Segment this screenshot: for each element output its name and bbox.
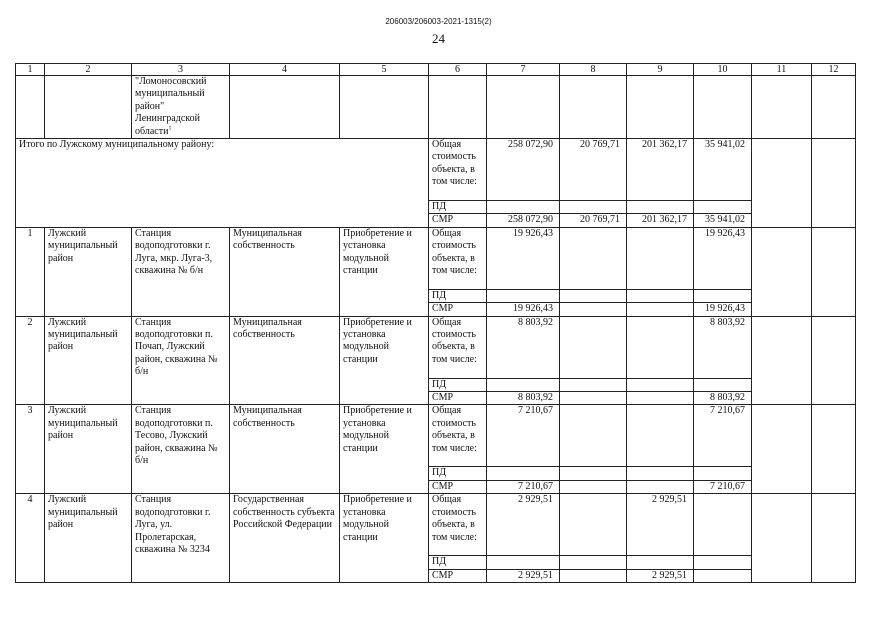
value-col8 xyxy=(560,303,627,316)
column-header-row xyxy=(16,64,856,76)
empty-cell xyxy=(812,316,856,405)
column-header: 9 xyxy=(627,64,694,76)
value-col8 xyxy=(560,378,627,391)
cost-type-cell: СМР xyxy=(429,392,487,405)
value-col10: 19 926,43 xyxy=(694,227,752,289)
cost-type-cell: ПД xyxy=(429,378,487,391)
value-col7 xyxy=(487,378,560,391)
value-col9 xyxy=(627,316,694,378)
item-number: 2 xyxy=(16,316,45,405)
value-col10: 35 941,02 xyxy=(694,139,752,201)
value-col8 xyxy=(560,405,627,467)
value-col8 xyxy=(560,569,627,582)
item-work: Приобретение и установка модульной станции xyxy=(340,405,429,494)
value-col8 xyxy=(560,494,627,556)
empty-cell xyxy=(812,405,856,494)
value-col10: 7 210,67 xyxy=(694,480,752,493)
item-number: 4 xyxy=(16,494,45,583)
cost-type-cell: Общая стоимость объекта, в том числе: xyxy=(429,227,487,289)
item-district: Лужский муниципальный район xyxy=(45,227,132,316)
column-header: 7 xyxy=(487,64,560,76)
value-col8 xyxy=(560,227,627,289)
item-ownership: Муниципальная собственность xyxy=(230,316,340,405)
cost-type-cell: ПД xyxy=(429,556,487,569)
carry-over-row xyxy=(16,76,856,139)
item-ownership: Муниципальная собственность xyxy=(230,227,340,316)
column-header: 11 xyxy=(752,64,812,76)
value-col8 xyxy=(560,480,627,493)
value-col7: 258 072,90 xyxy=(487,139,560,201)
value-col8 xyxy=(560,392,627,405)
item-ownership: Муниципальная собственность xyxy=(230,405,340,494)
subtotal-total-row xyxy=(16,139,856,201)
item-total-row xyxy=(16,405,856,467)
item-number: 1 xyxy=(16,227,45,316)
value-col10 xyxy=(694,467,752,480)
cost-type-cell: Общая стоимость объекта, в том числе: xyxy=(429,139,487,201)
value-col10 xyxy=(694,378,752,391)
value-col8 xyxy=(560,467,627,480)
value-col8: 20 769,71 xyxy=(560,139,627,201)
value-col9: 201 362,17 xyxy=(627,139,694,201)
empty-cell xyxy=(45,76,132,139)
item-number: 3 xyxy=(16,405,45,494)
funding-table xyxy=(15,63,856,583)
value-col8 xyxy=(560,289,627,302)
value-col7: 258 072,90 xyxy=(487,214,560,227)
value-col7 xyxy=(487,201,560,214)
empty-cell xyxy=(752,76,812,139)
value-col10 xyxy=(694,569,752,582)
value-col10: 8 803,92 xyxy=(694,392,752,405)
value-col7: 2 929,51 xyxy=(487,569,560,582)
value-col10: 19 926,43 xyxy=(694,303,752,316)
empty-cell xyxy=(812,139,856,228)
value-col7: 7 210,67 xyxy=(487,480,560,493)
column-header: 10 xyxy=(694,64,752,76)
column-header: 4 xyxy=(230,64,340,76)
value-col9 xyxy=(627,227,694,289)
value-col10 xyxy=(694,556,752,569)
subtotal-label: Итого по Лужскому муниципальному району: xyxy=(16,139,429,228)
value-col9 xyxy=(627,467,694,480)
value-col7 xyxy=(487,467,560,480)
value-col7: 19 926,43 xyxy=(487,227,560,289)
cost-type-cell: Общая стоимость объекта, в том числе: xyxy=(429,316,487,378)
item-total-row xyxy=(16,494,856,556)
value-col9 xyxy=(627,480,694,493)
page-number: 24 xyxy=(432,31,445,46)
column-header: 3 xyxy=(132,64,230,76)
empty-cell xyxy=(560,76,627,139)
empty-cell xyxy=(694,76,752,139)
value-col7: 8 803,92 xyxy=(487,392,560,405)
item-object: Станция водоподготовки п. Тесово, Лужский район, скважина № б/н xyxy=(132,405,230,494)
column-header: 12 xyxy=(812,64,856,76)
item-work: Приобретение и установка модульной станции xyxy=(340,494,429,583)
empty-cell xyxy=(812,76,856,139)
item-district: Лужский муниципальный район xyxy=(45,494,132,583)
column-header: 8 xyxy=(560,64,627,76)
empty-cell xyxy=(429,76,487,139)
value-col7: 2 929,51 xyxy=(487,494,560,556)
cost-type-cell: СМР xyxy=(429,569,487,582)
empty-cell xyxy=(752,227,812,316)
value-col9 xyxy=(627,201,694,214)
value-col10 xyxy=(694,494,752,556)
carry-over-object-cell xyxy=(132,76,230,139)
column-header: 6 xyxy=(429,64,487,76)
cost-type-cell: ПД xyxy=(429,289,487,302)
item-district: Лужский муниципальный район xyxy=(45,316,132,405)
value-col9 xyxy=(627,378,694,391)
footnote-mark: 1 xyxy=(168,125,172,132)
empty-cell xyxy=(812,494,856,583)
value-col7 xyxy=(487,556,560,569)
column-header: 5 xyxy=(340,64,429,76)
value-col10: 35 941,02 xyxy=(694,214,752,227)
item-ownership: Государственная собственность субъекта Российской Федерации xyxy=(230,494,340,583)
value-col8 xyxy=(560,316,627,378)
item-district: Лужский муниципальный район xyxy=(45,405,132,494)
value-col9 xyxy=(627,303,694,316)
value-col7: 7 210,67 xyxy=(487,405,560,467)
cost-type-cell: Общая стоимость объекта, в том числе: xyxy=(429,494,487,556)
value-col7 xyxy=(487,289,560,302)
empty-cell xyxy=(752,139,812,228)
empty-cell xyxy=(752,316,812,405)
empty-cell xyxy=(812,227,856,316)
cost-type-cell: Общая стоимость объекта, в том числе: xyxy=(429,405,487,467)
cost-type-cell: ПД xyxy=(429,467,487,480)
column-header: 1 xyxy=(16,64,45,76)
empty-cell xyxy=(230,76,340,139)
value-col7: 19 926,43 xyxy=(487,303,560,316)
document-id: 206003/206003-2021-1315(2) xyxy=(385,17,492,26)
cost-type-cell: СМР xyxy=(429,303,487,316)
cost-type-cell: СМР xyxy=(429,214,487,227)
item-object: Станция водоподготовки г. Луга, ул. Пролетарская, скважина № 3234 xyxy=(132,494,230,583)
value-col8: 20 769,71 xyxy=(560,214,627,227)
item-total-row xyxy=(16,227,856,289)
item-object: Станция водоподготовки п. Почап, Лужский район, скважина № б/н xyxy=(132,316,230,405)
value-col7: 8 803,92 xyxy=(487,316,560,378)
empty-cell xyxy=(627,76,694,139)
cost-type-cell: ПД xyxy=(429,201,487,214)
value-col9: 201 362,17 xyxy=(627,214,694,227)
value-col10: 7 210,67 xyxy=(694,405,752,467)
value-col8 xyxy=(560,556,627,569)
empty-cell xyxy=(487,76,560,139)
item-object: Станция водоподготовки г. Луга, мкр. Луга-3, скважина № б/н xyxy=(132,227,230,316)
value-col10 xyxy=(694,201,752,214)
empty-cell xyxy=(752,405,812,494)
value-col10: 8 803,92 xyxy=(694,316,752,378)
item-work: Приобретение и установка модульной станции xyxy=(340,316,429,405)
cost-type-cell: СМР xyxy=(429,480,487,493)
value-col9 xyxy=(627,556,694,569)
value-col9 xyxy=(627,392,694,405)
carry-over-object-name: "Ломоносовский муниципальный район" Ленинградской области xyxy=(135,76,207,137)
value-col9: 2 929,51 xyxy=(627,569,694,582)
empty-cell xyxy=(16,76,45,139)
empty-cell xyxy=(752,494,812,583)
column-header: 2 xyxy=(45,64,132,76)
value-col9 xyxy=(627,405,694,467)
item-work: Приобретение и установка модульной станции xyxy=(340,227,429,316)
empty-cell xyxy=(340,76,429,139)
value-col9 xyxy=(627,289,694,302)
value-col8 xyxy=(560,201,627,214)
value-col9: 2 929,51 xyxy=(627,494,694,556)
item-total-row xyxy=(16,316,856,378)
value-col10 xyxy=(694,289,752,302)
